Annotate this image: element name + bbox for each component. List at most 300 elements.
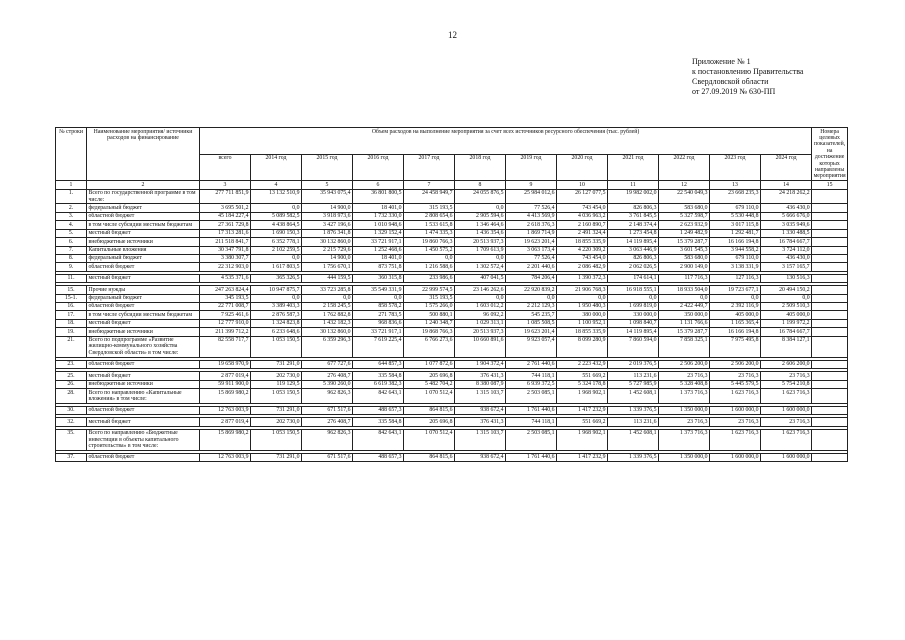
row-name: местный бюджет	[87, 229, 200, 237]
row-target	[812, 453, 848, 461]
row-value: 7 975 495,8	[710, 336, 761, 357]
row-value: 82 558 717,7	[200, 336, 251, 357]
row-value: 6 766 273,6	[404, 336, 455, 357]
row-number: 9.	[56, 263, 87, 271]
table-row	[56, 221, 848, 229]
row-value: 1 315 103,7	[455, 389, 506, 404]
row-value: 1 350 000,0	[659, 406, 710, 414]
row-value: 583 680,0	[659, 204, 710, 212]
row-value: 826 806,3	[608, 254, 659, 262]
row-value: 24 218 262,2	[761, 189, 812, 204]
row-value: 36 801 800,5	[353, 189, 404, 204]
row-value: 551 669,2	[557, 372, 608, 380]
column-number: 15	[812, 181, 848, 189]
row-value: 4 535 371,6	[200, 274, 251, 282]
row-name: федеральный бюджет	[87, 294, 200, 302]
row-value: 5 530 448,8	[710, 212, 761, 220]
table-row	[56, 263, 848, 271]
row-value: 315 193,5	[404, 294, 455, 302]
row-value: 45 184 227,4	[200, 212, 251, 220]
row-name: в том числе субсидии местным бюджетам	[87, 311, 200, 319]
row-value: 1 575 266,0	[404, 302, 455, 310]
row-value: 1 292 481,7	[710, 229, 761, 237]
row-value: 2 491 324,4	[557, 229, 608, 237]
row-value: 679 110,0	[710, 204, 761, 212]
row-value: 16 166 194,8	[710, 238, 761, 246]
table-row	[56, 311, 848, 319]
row-value: 3 389 403,3	[251, 302, 302, 310]
row-name: в том числе субсидии местным бюджетам	[87, 221, 200, 229]
row-name: Прочие нужды	[87, 286, 200, 294]
row-value: 202 730,0	[251, 372, 302, 380]
row-name: местный бюджет	[87, 372, 200, 380]
row-value: 14 119 895,4	[608, 328, 659, 336]
table-row	[56, 389, 848, 404]
row-value: 1 623 716,3	[710, 389, 761, 404]
row-value: 1 100 952,1	[557, 319, 608, 327]
row-value: 330 000,0	[608, 311, 659, 319]
row-target	[812, 286, 848, 294]
row-value: 7 925 461,6	[200, 311, 251, 319]
row-name: областной бюджет	[87, 263, 200, 271]
row-value: 8 099 280,9	[557, 336, 608, 357]
row-value: 335 584,8	[353, 418, 404, 426]
row-value: 277 711 851,9	[200, 189, 251, 204]
row-value: 19 723 677,1	[710, 286, 761, 294]
row-target	[812, 221, 848, 229]
row-value: 1 373 716,3	[659, 429, 710, 450]
row-value: 3 944 558,2	[710, 246, 761, 254]
row-value: 12 763 003,9	[200, 406, 251, 414]
row-value: 1 085 508,5	[506, 319, 557, 327]
row-name: местный бюджет	[87, 274, 200, 282]
row-value: 3 063 173,4	[506, 246, 557, 254]
row-value: 16 166 194,8	[710, 328, 761, 336]
header-year: 2015 год	[302, 154, 353, 181]
row-value: 22 312 903,0	[200, 263, 251, 271]
row-value: 22 920 839,2	[506, 286, 557, 294]
row-value: 2 212 129,3	[506, 302, 557, 310]
row-value: 19 658 970,9	[200, 360, 251, 368]
row-number: 37.	[56, 453, 87, 461]
row-value: 127 116,3	[710, 274, 761, 282]
header-year: 2021 год	[608, 154, 659, 181]
row-value: 33 721 917,1	[353, 238, 404, 246]
row-value: 211 518 841,7	[200, 238, 251, 246]
table-row	[56, 302, 848, 310]
row-value: 23 716,3	[761, 418, 812, 426]
header-year: 2023 год	[710, 154, 761, 181]
table-row	[56, 204, 848, 212]
table-row	[56, 328, 848, 336]
row-value: 436 430,0	[761, 254, 812, 262]
row-value: 1 623 716,3	[761, 429, 812, 450]
row-value: 583 680,0	[659, 254, 710, 262]
row-value: 2 102 259,5	[251, 246, 302, 254]
row-value: 864 815,6	[404, 406, 455, 414]
row-value: 19 860 766,3	[404, 238, 455, 246]
row-value: 1 077 872,6	[404, 360, 455, 368]
row-value: 2 506 200,0	[710, 360, 761, 368]
row-value: 2 506 200,0	[659, 360, 710, 368]
row-value: 7 858 325,1	[659, 336, 710, 357]
row-number: 5.	[56, 229, 87, 237]
row-name: внебюджетные источники	[87, 380, 200, 388]
header-measure-name: Наименование мероприятия/ источники расходов на финансирование	[87, 128, 200, 181]
row-value: 1 756 670,1	[302, 263, 353, 271]
row-value: 1 600 000,0	[761, 453, 812, 461]
row-value: 0,0	[455, 204, 506, 212]
column-number: 1	[56, 181, 87, 189]
row-value: 30 347 791,8	[200, 246, 251, 254]
row-value: 0,0	[455, 254, 506, 262]
row-value: 488 657,3	[353, 453, 404, 461]
row-value: 2 876 587,3	[251, 311, 302, 319]
row-value: 0,0	[455, 294, 506, 302]
table-row	[56, 286, 848, 294]
row-target	[812, 372, 848, 380]
row-value: 6 939 372,5	[506, 380, 557, 388]
row-value: 2 905 594,6	[455, 212, 506, 220]
header-year: 2016 год	[353, 154, 404, 181]
row-value: 10 660 891,6	[455, 336, 506, 357]
row-value: 1 732 330,0	[353, 212, 404, 220]
row-value: 15 379 287,7	[659, 328, 710, 336]
row-value: 1 339 376,5	[608, 453, 659, 461]
row-value: 20 494 150,2	[761, 286, 812, 294]
table-row	[56, 274, 848, 282]
row-value: 1 346 464,6	[455, 221, 506, 229]
row-value: 842 643,1	[353, 429, 404, 450]
row-value: 1 600 000,0	[710, 406, 761, 414]
row-number: 15-1.	[56, 294, 87, 302]
column-number: 8	[455, 181, 506, 189]
row-value: 1 904 372,4	[455, 360, 506, 368]
row-target	[812, 238, 848, 246]
row-value: 1 869 714,9	[506, 229, 557, 237]
row-value: 2 223 432,9	[557, 360, 608, 368]
header-year: 2020 год	[557, 154, 608, 181]
table-row	[56, 406, 848, 414]
row-value: 3 138 331,9	[710, 263, 761, 271]
row-value: 1 623 716,3	[761, 389, 812, 404]
row-value: 5 089 582,5	[251, 212, 302, 220]
row-value: 679 110,0	[710, 254, 761, 262]
row-value: 23 716,3	[659, 418, 710, 426]
row-value: 444 159,5	[302, 274, 353, 282]
row-target	[812, 328, 848, 336]
row-value: 16 918 555,1	[608, 286, 659, 294]
row-value: 22 771 008,7	[200, 302, 251, 310]
row-target	[812, 418, 848, 426]
row-value: 12 777 910,0	[200, 319, 251, 327]
row-value: 18 933 504,0	[659, 286, 710, 294]
row-value: 2 509 510,3	[761, 302, 812, 310]
row-value: 345 193,5	[200, 294, 251, 302]
row-value: 1 373 716,3	[659, 389, 710, 404]
row-value: 436 430,0	[761, 204, 812, 212]
row-value: 6 352 778,1	[251, 238, 302, 246]
row-value: 1 436 354,6	[455, 229, 506, 237]
row-value: 2 392 116,9	[710, 302, 761, 310]
row-value: 1 452 608,1	[608, 429, 659, 450]
row-value: 0,0	[353, 294, 404, 302]
header-row	[56, 128, 848, 155]
row-number: 4.	[56, 221, 87, 229]
row-value: 16 784 667,7	[761, 328, 812, 336]
row-value: 6 359 296,3	[302, 336, 353, 357]
row-value: 968 836,6	[353, 319, 404, 327]
row-target	[812, 274, 848, 282]
table-row	[56, 372, 848, 380]
row-value: 1 762 882,8	[302, 311, 353, 319]
row-value: 4 036 963,2	[557, 212, 608, 220]
row-name: областной бюджет	[87, 406, 200, 414]
row-value: 202 730,0	[251, 418, 302, 426]
row-value: 873 751,8	[353, 263, 404, 271]
row-value: 9 923 057,4	[506, 336, 557, 357]
row-value: 376 431,3	[455, 372, 506, 380]
row-value: 3 761 845,5	[608, 212, 659, 220]
column-number: 2	[87, 181, 200, 189]
row-value: 35 549 331,9	[353, 286, 404, 294]
row-value: 2 148 374,4	[608, 221, 659, 229]
row-value: 826 806,3	[608, 204, 659, 212]
row-value: 22 540 049,3	[659, 189, 710, 204]
row-value: 365 326,5	[251, 274, 302, 282]
row-value: 3 017 115,8	[710, 221, 761, 229]
row-value: 25 984 012,6	[506, 189, 557, 204]
row-value: 1 474 335,3	[404, 229, 455, 237]
row-value: 1 339 376,5	[608, 406, 659, 414]
column-number: 11	[608, 181, 659, 189]
table-row	[56, 319, 848, 327]
appendix-line: к постановлению Правительства	[692, 67, 804, 76]
row-value: 1 029 313,1	[455, 319, 506, 327]
row-value: 33 721 917,1	[353, 328, 404, 336]
row-value: 4 413 569,9	[506, 212, 557, 220]
column-number: 14	[761, 181, 812, 189]
row-value: 3 063 446,9	[608, 246, 659, 254]
row-value: 671 517,6	[302, 453, 353, 461]
row-value: 2 606 200,0	[761, 360, 812, 368]
row-value: 1 053 150,5	[251, 336, 302, 357]
row-value: 1 761 440,6	[506, 406, 557, 414]
row-value: 20 513 937,3	[455, 328, 506, 336]
row-value: 1 252 468,6	[353, 246, 404, 254]
row-value: 3 601 545,3	[659, 246, 710, 254]
row-number: 11.	[56, 274, 87, 282]
row-name: Капитальные вложения	[87, 246, 200, 254]
row-value: 19 868 766,3	[404, 328, 455, 336]
row-value: 743 454,0	[557, 254, 608, 262]
row-value: 174 614,1	[608, 274, 659, 282]
column-number: 5	[302, 181, 353, 189]
row-value: 18 855 335,9	[557, 238, 608, 246]
row-value: 3 695 501,2	[200, 204, 251, 212]
header-target-indicators: Номера целевых показателей, на достижение которых направлены мероприятия	[813, 128, 846, 180]
row-value: 271 783,5	[353, 311, 404, 319]
row-value: 30 132 860,0	[302, 328, 353, 336]
row-value: 0,0	[302, 294, 353, 302]
row-value: 1 699 819,0	[608, 302, 659, 310]
row-value: 1 131 766,6	[659, 319, 710, 327]
table-row	[56, 294, 848, 302]
row-target	[812, 294, 848, 302]
row-name: Всего по направлению «Капитальные вложения» в том числе:	[87, 389, 200, 404]
row-value: 644 857,3	[353, 360, 404, 368]
row-value: 1 617 803,5	[251, 263, 302, 271]
row-value: 2 019 376,5	[608, 360, 659, 368]
row-name: областной бюджет	[87, 453, 200, 461]
row-value: 0,0	[659, 294, 710, 302]
row-number: 17.	[56, 311, 87, 319]
row-value: 350 000,0	[659, 311, 710, 319]
row-value: 1 533 615,8	[404, 221, 455, 229]
row-target	[812, 389, 848, 404]
row-value: 0,0	[404, 254, 455, 262]
row-value: 1 950 480,3	[557, 302, 608, 310]
row-target	[812, 406, 848, 414]
row-number: 7.	[56, 246, 87, 254]
row-value: 59 911 900,0	[200, 380, 251, 388]
row-value: 2 877 019,4	[200, 418, 251, 426]
page-number: 12	[448, 30, 457, 40]
row-value: 2 158 245,5	[302, 302, 353, 310]
column-number: 13	[710, 181, 761, 189]
row-name: федеральный бюджет	[87, 254, 200, 262]
row-value: 2 877 019,4	[200, 372, 251, 380]
row-value: 276 408,7	[302, 418, 353, 426]
row-value: 0,0	[251, 254, 302, 262]
row-value: 23 716,3	[710, 418, 761, 426]
row-value: 5 328 408,8	[659, 380, 710, 388]
header-year: 2014 год	[251, 154, 302, 181]
row-number: 25.	[56, 372, 87, 380]
row-value: 27 361 729,8	[200, 221, 251, 229]
row-value: 405 000,0	[761, 311, 812, 319]
row-value: 14 900,0	[302, 204, 353, 212]
row-value: 5 324 178,8	[557, 380, 608, 388]
row-number: 30.	[56, 406, 87, 414]
row-value: 20 513 937,3	[455, 238, 506, 246]
row-value: 1 600 000,0	[710, 453, 761, 461]
row-value: 1 600 000,0	[761, 406, 812, 414]
row-value: 500 880,1	[404, 311, 455, 319]
row-value: 23 668 235,3	[710, 189, 761, 204]
row-value: 488 657,3	[353, 406, 404, 414]
row-name: местный бюджет	[87, 319, 200, 327]
table-row	[56, 189, 848, 204]
row-value: 551 669,2	[557, 418, 608, 426]
row-value: 784 206,4	[506, 274, 557, 282]
appendix-line: Свердловской области	[692, 77, 769, 86]
row-value: 731 291,0	[251, 360, 302, 368]
row-value: 407 041,5	[455, 274, 506, 282]
row-value: 24 055 876,5	[455, 189, 506, 204]
row-value: 14 119 895,4	[608, 238, 659, 246]
row-value: 677 727,6	[302, 360, 353, 368]
row-value: 5 390 260,0	[302, 380, 353, 388]
row-number: 19.	[56, 328, 87, 336]
row-value: 380 000,0	[557, 311, 608, 319]
table-row	[56, 246, 848, 254]
row-value: 15 869 980,2	[200, 389, 251, 404]
row-target	[812, 263, 848, 271]
row-value: 2 086 482,9	[557, 263, 608, 271]
row-value: 1 329 152,4	[353, 229, 404, 237]
header-year: всего	[200, 154, 251, 181]
row-number: 28.	[56, 389, 87, 404]
row-value: 23 716,3	[659, 372, 710, 380]
table-row	[56, 380, 848, 388]
row-value: 6 619 382,3	[353, 380, 404, 388]
row-target	[812, 336, 848, 357]
row-value: 2 215 729,6	[302, 246, 353, 254]
header-year: 2019 год	[506, 154, 557, 181]
row-value: 15 379 287,7	[659, 238, 710, 246]
column-number: 3	[200, 181, 251, 189]
column-number: 10	[557, 181, 608, 189]
row-value: 743 454,0	[557, 204, 608, 212]
row-number: 15.	[56, 286, 87, 294]
row-value: 3 724 112,0	[761, 246, 812, 254]
row-value: 1 432 182,3	[302, 319, 353, 327]
row-target	[812, 429, 848, 450]
row-value: 2 201 440,6	[506, 263, 557, 271]
row-value: 962 826,3	[302, 389, 353, 404]
header-year: 2022 год	[659, 154, 710, 181]
row-value: 6 233 648,6	[251, 328, 302, 336]
row-value: 5 445 579,5	[710, 380, 761, 388]
row-value: 7 860 594,0	[608, 336, 659, 357]
row-value: 4 438 864,5	[251, 221, 302, 229]
row-value: 12 763 003,9	[200, 453, 251, 461]
row-value: 1 098 840,7	[608, 319, 659, 327]
row-value: 113 231,6	[608, 372, 659, 380]
row-value: 10 947 875,7	[251, 286, 302, 294]
row-value: 18 401,0	[353, 204, 404, 212]
row-value: 35 943 075,4	[302, 189, 353, 204]
row-target	[812, 302, 848, 310]
row-value: 26 127 077,5	[557, 189, 608, 204]
row-number: 26.	[56, 380, 87, 388]
row-value: 117 716,3	[659, 274, 710, 282]
row-value: 113 231,6	[608, 418, 659, 426]
table-row	[56, 453, 848, 461]
row-value: 33 723 285,8	[302, 286, 353, 294]
row-value: 1 240 348,7	[404, 319, 455, 327]
row-value: 276 408,7	[302, 372, 353, 380]
row-value: 1 330 488,5	[761, 229, 812, 237]
row-name: внебюджетные источники	[87, 328, 200, 336]
row-value: 15 869 980,2	[200, 429, 251, 450]
row-value: 18 855 335,9	[557, 328, 608, 336]
row-value: 731 291,0	[251, 453, 302, 461]
row-value: 1 070 512,4	[404, 429, 455, 450]
row-value: 7 619 225,4	[353, 336, 404, 357]
row-value: 1 623 716,3	[710, 429, 761, 450]
row-value: 1 053 150,5	[251, 389, 302, 404]
row-value: 2 503 085,1	[506, 429, 557, 450]
row-value: 0,0	[761, 294, 812, 302]
row-value: 1 165 365,4	[710, 319, 761, 327]
row-value: 21 906 768,3	[557, 286, 608, 294]
row-value: 1 070 512,4	[404, 389, 455, 404]
row-value: 1 417 232,9	[557, 453, 608, 461]
row-value: 0,0	[710, 294, 761, 302]
row-value: 16 784 667,7	[761, 238, 812, 246]
